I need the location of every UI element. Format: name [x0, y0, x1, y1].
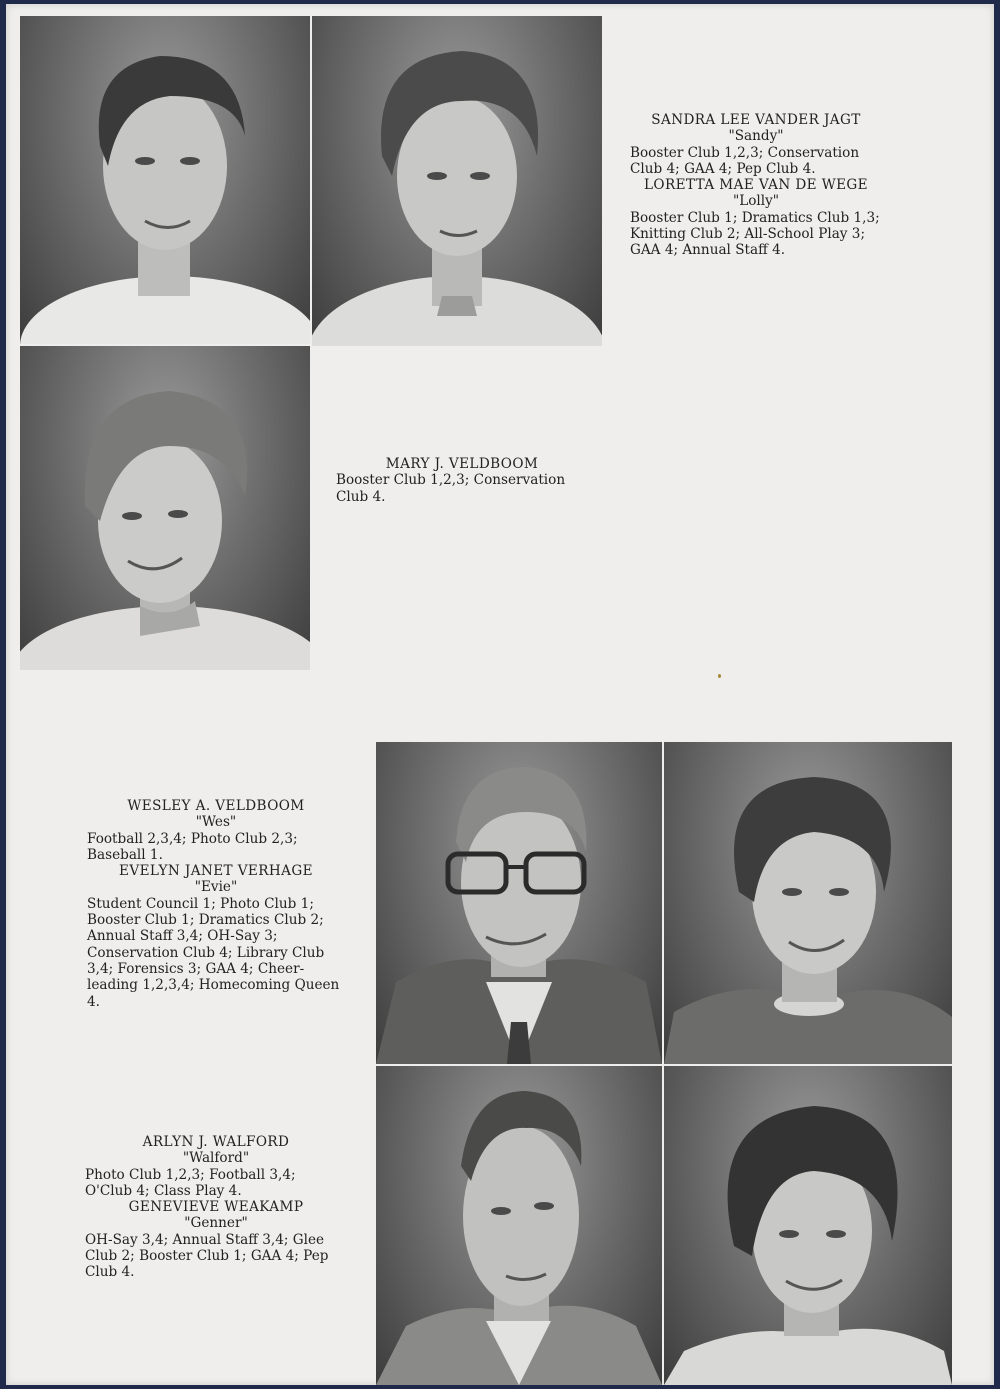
caption-block-bottom — [85, 1134, 347, 1281]
student-nickname: "Sandy" — [728, 128, 784, 145]
student-nickname: "Wes" — [195, 814, 237, 831]
student-name: EVELYN JANET VERHAGE — [119, 863, 313, 880]
portrait-photo-sandra — [20, 16, 310, 344]
portrait-photo-wesley — [376, 742, 662, 1064]
portrait-photo-genevieve — [664, 1066, 952, 1385]
student-nickname: "Walford" — [182, 1150, 250, 1167]
student-nickname: "Evie" — [194, 879, 238, 896]
portrait-photo-loretta — [312, 16, 602, 346]
yearbook-page — [6, 4, 994, 1385]
student-activities: Booster Club 1; Dramatics Club 1,3; Knitting Club 2; All-School Play 3; GAA 4; Annual Staff 4. — [630, 209, 880, 259]
student-activities: Booster Club 1,2,3; Conservation Club 4. — [336, 472, 566, 505]
caption-block-mary — [336, 456, 588, 505]
student-name: SANDRA LEE VANDER JAGT — [651, 112, 861, 128]
portrait-photo-arlyn — [376, 1066, 662, 1385]
portrait-photo-mary — [20, 346, 310, 670]
student-activities: Football 2,3,4; Photo Club 2,3; Baseball 1. — [87, 830, 298, 863]
caption-block-middle — [87, 798, 345, 1010]
student-activities: OH-Say 3,4; Annual Staff 3,4; Glee Club 2; Booster Club 1; GAA 4; Pep Club 4. — [85, 1231, 329, 1281]
student-nickname: "Genner" — [184, 1215, 248, 1232]
student-activities: Booster Club 1,2,3; Conservation Club 4; GAA 4; Pep Club 4. — [630, 144, 860, 177]
student-name: MARY J. VELDBOOM — [385, 456, 539, 472]
student-name: WESLEY A. VELDBOOM — [127, 798, 305, 814]
caption-block-top — [630, 112, 882, 259]
student-activities: Student Council 1; Photo Club 1; Booster Club 1; Dramatics Club 2; Annual Staff 3,4; OH-Say 3; Conservation Club 4; Library Club 3,4; Forensics 3; GAA 4; Cheer-leading 1,2,3,4; Homecoming Queen 4. — [87, 895, 340, 1010]
student-name: ARLYN J. WALFORD — [142, 1134, 290, 1150]
student-activities: Photo Club 1,2,3; Football 3,4; O'Club 4; Class Play 4. — [85, 1166, 296, 1199]
student-nickname: "Lolly" — [732, 193, 780, 210]
student-name: LORETTA MAE VAN DE WEGE — [643, 177, 869, 194]
portrait-photo-evelyn — [664, 742, 952, 1064]
paper-speck — [718, 674, 721, 678]
student-name: GENEVIEVE WEAKAMP — [128, 1199, 304, 1216]
